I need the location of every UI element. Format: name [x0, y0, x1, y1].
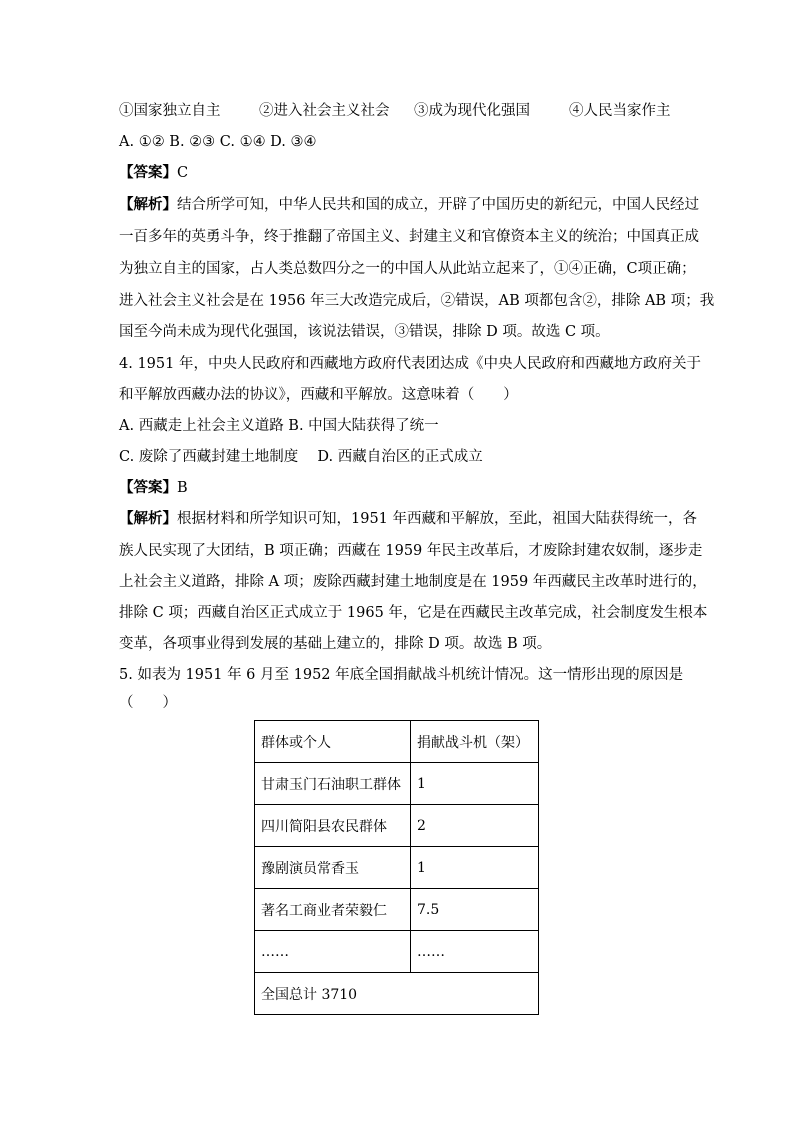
q3-analysis-line: 国至今尚未成为现代化强国，该说法错误，③错误，排除 D 项。故选 C 项。 [119, 324, 610, 340]
table-footer-cell: 全国总计 3710 [255, 973, 539, 1015]
q3-analysis-line: 进入社会主义社会是在 1956 年三大改造完成后，②错误，AB 项都包含②，排除 AB 项；我 [119, 293, 715, 309]
q3-statement-3: ③成为现代化强国 [414, 103, 530, 119]
q3-statements [119, 101, 671, 121]
table-cell: 著名工商业者荣毅仁 [255, 889, 411, 931]
q3-statement-4: ④人民当家作主 [569, 103, 671, 119]
table-header-cell: 捐献战斗机（架） [411, 721, 539, 763]
table-row [255, 763, 539, 805]
q4-analysis-text: 根据材料和所学知识可知，1951 年西藏和平解放，至此，祖国大陆获得统一，各 [177, 511, 698, 527]
q4-options-line: A. 西藏走上社会主义道路 B. 中国大陆获得了统一 [119, 418, 439, 434]
q3-analysis-line: 一百多年的英勇斗争，终于推翻了帝国主义、封建主义和官僚资本主义的统治；中国真正成 [119, 229, 699, 245]
table-header-cell: 群体或个人 [255, 721, 411, 763]
q5-stem-line: 5. 如表为 1951 年 6 月至 1952 年底全国捐献战斗机统计情况。这一情形出现的原因是 [119, 667, 684, 683]
table-cell: …… [411, 931, 539, 973]
q4-answer-tag: 【答案】 [119, 479, 177, 496]
q3-statement-1: ①国家独立自主 [119, 103, 221, 119]
q3-analysis-tag: 【解析】 [119, 196, 177, 213]
q4-analysis-line: 变革，各项事业得到发展的基础上建立的，排除 D 项。故选 B 项。 [119, 636, 552, 652]
table-row [255, 847, 539, 889]
q3-analysis-text: 结合所学可知，中华人民共和国的成立，开辟了中国历史的新纪元，中国人民经过 [177, 197, 699, 213]
table-row [255, 931, 539, 973]
table-cell: 豫剧演员常香玉 [255, 847, 411, 889]
q3-analysis-line: 为独立自主的国家，占人类总数四分之一的中国人从此站立起来了，①④正确，C项正确； [119, 261, 696, 277]
q4-stem-line: 4. 1951 年，中央人民政府和西藏地方政府代表团达成《中央人民政府和西藏地方政府关于 [119, 356, 701, 372]
q4-answer [119, 478, 188, 498]
q3-answer-tag: 【答案】 [119, 164, 177, 181]
q3-answer [119, 163, 188, 183]
table-cell: …… [255, 931, 411, 973]
q4-analysis-line: 上社会主义道路，排除 A 项；废除西藏封建土地制度是在 1959 年西藏民主改革时进行的， [119, 574, 707, 590]
q4-analysis-line [119, 509, 697, 529]
table-cell: 7.5 [411, 889, 539, 931]
table-cell: 2 [411, 805, 539, 847]
table-cell: 甘肃玉门石油职工群体 [255, 763, 411, 805]
q3-analysis-line [119, 195, 699, 215]
table-cell: 1 [411, 763, 539, 805]
table-row [255, 889, 539, 931]
fighter-donation-table [254, 720, 539, 1015]
q4-analysis-line: 族人民实现了大团结，B 项正确；西藏在 1959 年民主改革后，才废除封建农奴制，逐步走 [119, 543, 703, 559]
table-row [255, 805, 539, 847]
q3-statement-2: ②进入社会主义社会 [259, 103, 390, 119]
q4-answer-value: B [177, 480, 188, 496]
q5-stem-line: （ ） [119, 695, 177, 711]
q4-stem-line: 和平解放西藏办法的协议》，西藏和平解放。这意味着（ ） [119, 387, 518, 403]
table-cell: 四川简阳县农民群体 [255, 805, 411, 847]
q3-answer-value: C [177, 165, 189, 181]
q4-analysis-tag: 【解析】 [119, 510, 177, 527]
table-cell: 1 [411, 847, 539, 889]
table-footer-row [255, 973, 539, 1015]
q4-analysis-line: 排除 C 项；西藏自治区正式成立于 1965 年，它是在西藏民主改革完成，社会制度发生根本 [119, 605, 708, 621]
q3-choices: A. ①② B. ②③ C. ①④ D. ③④ [119, 134, 317, 150]
q4-options-line: C. 废除了西藏封建土地制度 D. 西藏自治区的正式成立 [119, 449, 483, 465]
table-header-row [255, 721, 539, 763]
